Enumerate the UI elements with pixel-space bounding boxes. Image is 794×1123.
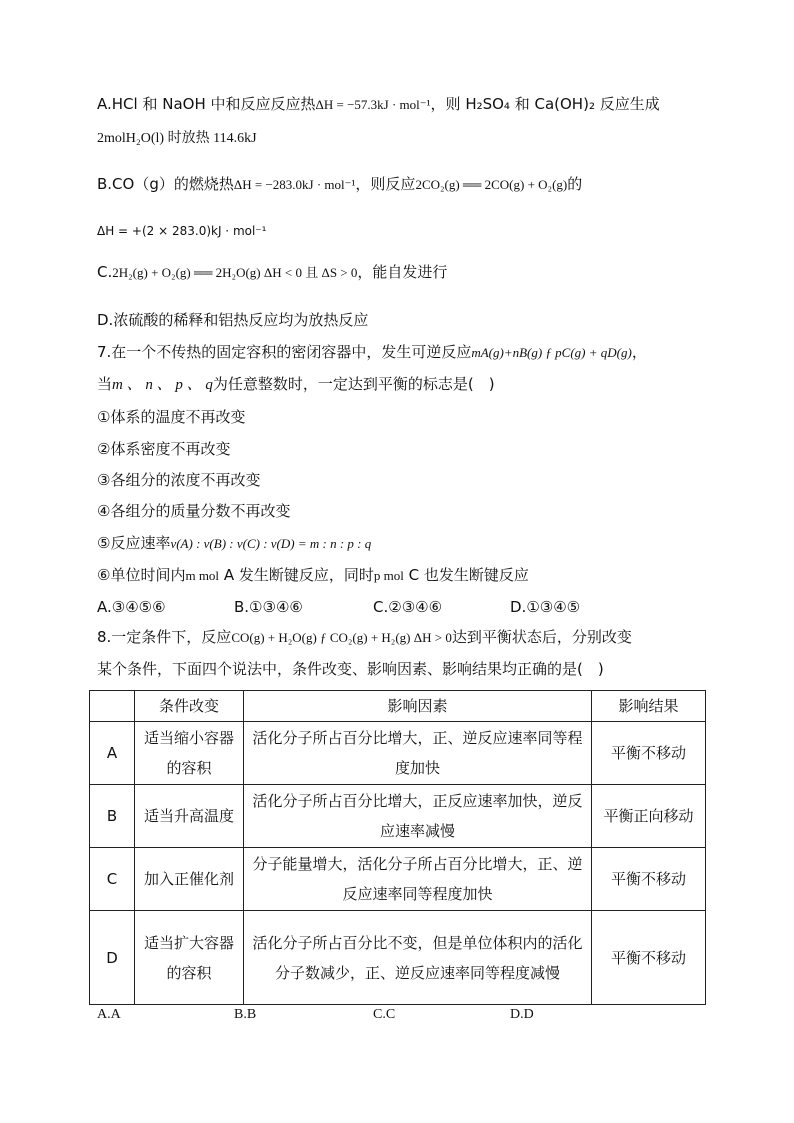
q7-option-a: A.③④⑤⑥ [97, 598, 166, 616]
row-label: C [90, 848, 135, 911]
q8-stem-text: 8.一定条件下，反应 [97, 628, 232, 646]
q7-stem-text2b: 为任意整数时，一定达到平衡的标志是( ) [212, 375, 495, 393]
q7-stem-equation: mA(g)+nB(g) ƒ pC(g) + qD(g) [471, 345, 632, 360]
q6-option-c-label: C. [97, 263, 113, 281]
row-factor: 分子能量增大，活化分子所占百分比增大，正、逆反应速率同等程度加快 [244, 848, 592, 911]
row-factor: 活化分子所占百分比增大，正、逆反应速率同等程度加快 [244, 722, 592, 785]
row-factor: 活化分子所占百分比不变，但是单位体积内的活化分子数减少，正、逆反应速率同等程度减慢 [244, 911, 592, 1005]
q7-item-2: ②体系密度不再改变 [97, 440, 231, 458]
q7-stem-line1 [97, 343, 647, 361]
q6-option-c-line [97, 263, 447, 281]
q7-stem-comma: ， [631, 343, 647, 361]
q7-item-6-p: p mol [373, 568, 404, 583]
row-result: 平衡不移动 [592, 722, 706, 785]
q6-option-b-equation: 2CO₂(g) ══ 2CO(g) + O₂(g) [415, 177, 568, 192]
row-condition: 适当升高温度 [135, 785, 244, 848]
q7-item-5-text: ⑤反应速率 [97, 534, 171, 552]
table-row [90, 722, 706, 785]
table-header-row [90, 691, 706, 722]
table-row [90, 785, 706, 848]
q7-option-b: B.①③④⑥ [234, 598, 303, 616]
q6-option-a-text: A.HCl 和 NaOH 中和反应反应热 [97, 95, 316, 113]
q8-stem-line1 [97, 628, 632, 646]
q7-item-4: ④各组分的质量分数不再改变 [97, 502, 291, 520]
q8-option-c: C.C [373, 1007, 396, 1022]
table-header-blank [90, 691, 135, 722]
q8-option-b: B.B [234, 1007, 257, 1022]
row-label: A [90, 722, 135, 785]
q6-option-c-equation: 2H₂(g) + O₂(g) ══ 2H₂O(g) ΔH < 0 且 ΔS > 0 [112, 265, 358, 280]
row-result: 平衡不移动 [592, 848, 706, 911]
q6-option-a-text2: ，则 H₂SO₄ 和 Ca(OH)₂ 反应生成 [430, 95, 660, 113]
q6-option-b-enthalpy2: ΔH = +(2 × 283.0)kJ · mol⁻¹ [97, 224, 267, 238]
q8-stem-line2: 某个条件，下面四个说法中，条件改变、影响因素、影响结果均正确的是( ) [97, 660, 604, 678]
q7-item-3: ③各组分的浓度不再改变 [97, 471, 261, 489]
q8-stem-equation: CO(g) + H₂O(g) ƒ CO₂(g) + H₂(g) ΔH > 0 [231, 630, 452, 645]
q6-option-b-enthalpy: ΔH = −283.0kJ · mol⁻¹ [233, 177, 356, 192]
q7-stem-text2a: 当 [97, 375, 113, 393]
q7-item-6-text: ⑥单位时间内 [97, 566, 186, 584]
q7-item-6-text3: C 也发生断键反应 [403, 566, 529, 584]
q8-stem-text2: 达到平衡状态后，分别改变 [451, 628, 632, 646]
q6-option-b-text: B.CO（g）的燃烧热 [97, 175, 234, 193]
row-condition: 加入正催化剂 [135, 848, 244, 911]
row-result: 平衡正向移动 [592, 785, 706, 848]
row-factor: 活化分子所占百分比增大，正反应速率加快，逆反应速率减慢 [244, 785, 592, 848]
q7-option-d: D.①③④⑤ [510, 598, 581, 616]
table-header-factor: 影响因素 [244, 691, 592, 722]
table-header-result: 影响结果 [592, 691, 706, 722]
q7-item-6-m: m mol [185, 568, 220, 583]
q8-table [89, 690, 706, 1005]
q7-item-6-text2: A 发生断键反应，同时 [219, 566, 374, 584]
q7-stem-variables: m 、 n 、 p 、 q [112, 377, 213, 393]
q7-item-5-equation: v(A) : v(B) : v(C) : v(D) = m : n : p : q [170, 536, 372, 551]
q7-item-1: ①体系的温度不再改变 [97, 408, 246, 426]
q7-stem-line2 [97, 375, 495, 394]
row-condition: 适当缩小容器的容积 [135, 722, 244, 785]
q6-option-b-text3: 的 [567, 175, 583, 193]
q6-option-a-line2: 2molH₂O(l) 时放热 114.6kJ [97, 131, 257, 146]
q7-item-6 [97, 566, 529, 584]
row-result: 平衡不移动 [592, 911, 706, 1005]
q6-option-c-text: ，能自发进行 [357, 263, 448, 281]
q7-item-5 [97, 534, 371, 552]
q6-option-a-line1 [97, 95, 660, 113]
row-condition: 适当扩大容器的容积 [135, 911, 244, 1005]
q6-option-a-enthalpy: ΔH = −57.3kJ · mol⁻¹ [315, 97, 431, 112]
q6-option-d-line: D.浓硫酸的稀释和铝热反应均为放热反应 [97, 311, 369, 329]
q7-stem-text: 7.在一个不传热的固定容积的密闭容器中，发生可逆反应 [97, 343, 472, 361]
table-row [90, 911, 706, 1005]
q6-option-b-text2: ，则反应 [355, 175, 416, 193]
table-header-condition: 条件改变 [135, 691, 244, 722]
table-row [90, 848, 706, 911]
q7-option-c: C.②③④⑥ [373, 598, 443, 616]
row-label: B [90, 785, 135, 848]
q8-option-d: D.D [510, 1007, 534, 1022]
q8-option-a: A.A [97, 1007, 121, 1022]
row-label: D [90, 911, 135, 1005]
q6-option-b-line1 [97, 175, 582, 193]
